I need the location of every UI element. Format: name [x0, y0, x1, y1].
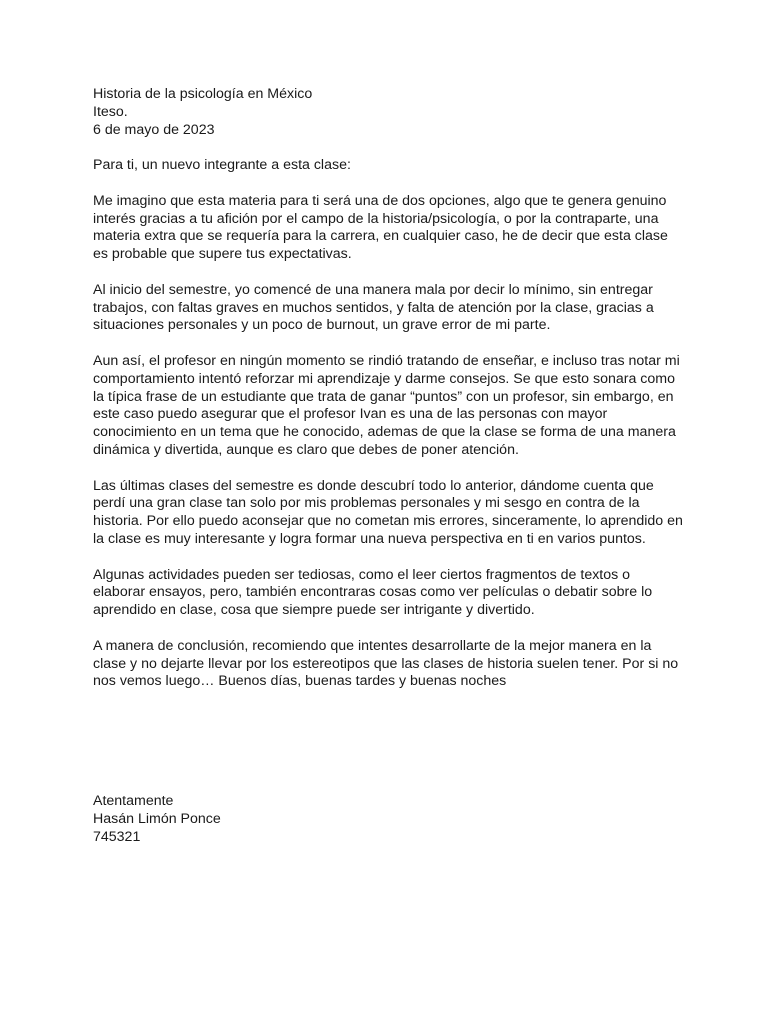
student-id: 745321: [93, 828, 141, 845]
paragraph-6: A manera de conclusión, recomiendo que intentes desarrollarte de la mejor manera en la clase y no dejarte llevar por los estereotipos que las clases de historia suelen tener. Por si no nos vemos luego… Buenos días, buenas tardes y buenas noches: [93, 637, 679, 690]
author-name: Hasán Limón Ponce: [93, 810, 221, 827]
paragraph-1: Me imagino que esta materia para ti será una de dos opciones, algo que te genera genuino interés gracias a tu afición por el campo de la historia/psicología, o por la contraparte, una materia extra que se requería para la carrera, en cualquier caso, he de decir que esta clase es probable que supere tus expectativas.: [93, 192, 668, 263]
letter-date: 6 de mayo de 2023: [93, 121, 215, 138]
salutation: Para ti, un nuevo integrante a esta clase:: [93, 157, 351, 174]
signature-block: [93, 793, 221, 846]
institution: Iteso.: [93, 103, 128, 120]
letter-header: [93, 86, 683, 139]
paragraph-3: Aun así, el profesor en ningún momento se rindió tratando de enseñar, e incluso tras notar mi comportamiento intentó reforzar mi aprendizaje y darme consejos. Se que esto sonara como la típica frase de un estudiante que trata de ganar “puntos” con un profesor, sin embargo, en este caso puedo asegurar que el profesor Ivan es una de las personas con mayor conocimiento en un tema que he conocido, ademas de que la clase se forma de una manera dinámica y divertida, aunque es claro que debes de poner atención.: [93, 352, 680, 458]
paragraph-4: Las últimas clases del semestre es donde descubrí todo lo anterior, dándome cuenta que perdí una gran clase tan solo por mis problemas personales y mi sesgo en contra de la historia. Por ello puedo aconsejar que no cometan mis errores, sinceramente, lo aprendido en la clase es muy interesante y logra formar una nueva perspectiva en ti en varios puntos.: [93, 477, 683, 547]
letter-body: [93, 86, 683, 691]
paragraph-2: Al inicio del semestre, yo comencé de una manera mala por decir lo mínimo, sin entregar trabajos, con faltas graves en muchos sentidos, y falta de atención por la clase, gracias a situaciones personales y un poco de burnout, un grave error de mi parte.: [93, 281, 654, 334]
course-title: Historia de la psicología en México: [93, 86, 313, 102]
paragraph-5: Algunas actividades pueden ser tediosas, como el leer ciertos fragmentos de textos o elaborar ensayos, pero, también encontraras cosas como ver películas o debatir sobre lo aprendido en clase, cosa que siempre puede ser intrigante y divertido.: [93, 566, 653, 619]
closing: Atentamente: [93, 793, 174, 809]
